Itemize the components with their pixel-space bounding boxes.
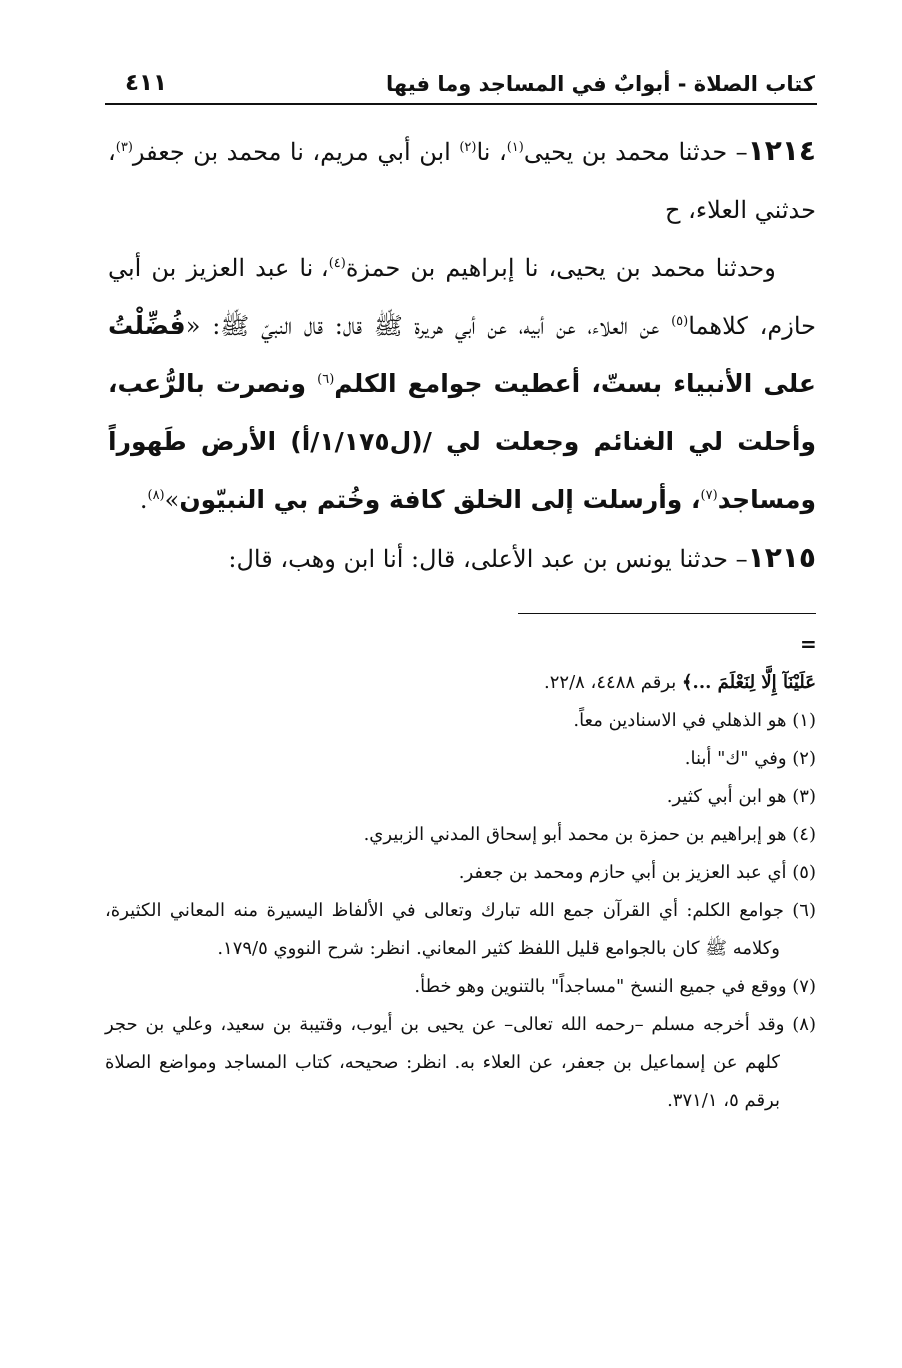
footnote-ref: (٨): [147, 488, 165, 503]
page-number: ٤١١: [124, 70, 168, 96]
footnote-item: (٦) جوامع الكلم: أي القرآن جمع الله تبارك وتعالى في الألفاظ اليسيرة منه المعاني الكثيرة، وكلامه ﷺ كان بالجوامع قليل اللفظ كثير المعاني. انظر: شرح النووي ١٧٩/٥.: [105, 900, 816, 959]
footnote-item: (٢) وفي "ك" أبنا.: [684, 748, 816, 769]
footnote-ref: (٤): [328, 256, 346, 271]
footnote-item: (٨) وقد أخرجه مسلم –رحمه الله تعالى– عن يحيى بن أيوب، وقتيبة بن سعيد، وعلي بن حجر كلهم عن إسماعيل بن جعفر، عن العلاء به. انظر: صحيحه، كتاب المساجد ومواضع الصلاة برقم ٥، ٣٧١/١.: [105, 1014, 816, 1111]
footnote-item: (٥) أي عبد العزيز بن أبي حازم ومحمد بن جعفر.: [458, 862, 816, 883]
hadith-matn: ونصرت بالرُّعب، وأحلت لي الغنائم وجعلت لي /(ل١/١٧٥/أ) الأرض طَهوراً ومساجد: [108, 369, 816, 514]
running-header-title: كتاب الصلاة - أبوابٌ في المساجد وما فيها: [385, 72, 815, 96]
text-segment: ابن أبي مريم، نا محمد بن جعفر: [132, 138, 460, 166]
continuation-mark: =: [800, 632, 817, 656]
quote-close: »: [164, 486, 180, 514]
text-segment: برقم ٤٤٨٨، ٢٢/٨.: [544, 672, 682, 693]
footnote-ref: (٢): [459, 140, 477, 155]
footnote-item: (١) هو الذهلي في الاسنادين معاً.: [573, 710, 816, 731]
footnote-item: (٣) هو ابن أبي كثير.: [666, 786, 816, 807]
text-segment: – حدثنا يونس بن عبد الأعلى، قال: أنا ابن وهب، قال:: [228, 545, 748, 573]
text-segment: – حدثنا محمد بن يحيى: [523, 138, 748, 166]
text-segment: عن العلاء، عن أبيه، عن أبي هريرة ﷺ قال: قال النبيّ ﷺ: «: [185, 312, 672, 340]
header-divider: [105, 103, 817, 105]
footnote-item: (٤) هو إبراهيم بن حمزة بن محمد أبو إسحاق المدني الزبيري.: [363, 824, 816, 845]
hadith-1214-para-2: [108, 239, 816, 529]
footnote-ref: (٣): [115, 140, 133, 155]
footnote-item: (٧) ووقع في جميع النسخ "مساجداً" بالتنوين وهو خطأ.: [414, 976, 816, 997]
footnotes: [105, 664, 816, 1120]
text-segment: وحدثنا محمد بن يحيى، نا إبراهيم بن حمزة: [345, 254, 776, 282]
hadith-1215: [108, 529, 816, 588]
footnote-ref: (٧): [700, 488, 718, 503]
text-segment: ، نا عبد العزيز بن أبي حازم، كلاهما: [108, 254, 816, 340]
footnote-divider: [518, 613, 816, 614]
main-text: [108, 122, 816, 588]
hadith-matn: فُضِّلْتُ على الأنبياء بستّ، أعطيت جوامع الكلم: [108, 311, 816, 398]
footnote-carryover: [105, 664, 816, 702]
text-segment: ، حدثني العلاء، ح: [108, 138, 816, 224]
hadith-1214-para-1: [108, 122, 816, 239]
text-segment: .: [139, 486, 148, 514]
hadith-matn: ، وأرسلت إلى الخلق كافة وخُتم بي النبيّون: [179, 485, 701, 514]
footnote-ref: (١): [506, 140, 524, 155]
quran-fragment: عَلَيْنَآ إِلَّا لِنَعْلَمَ ...﴾: [682, 672, 816, 693]
hadith-number: ١٢١٥: [747, 541, 816, 574]
footnote-ref: (٦): [317, 372, 335, 387]
text-segment: ، نا: [476, 138, 507, 166]
hadith-number: ١٢١٤: [747, 134, 817, 167]
footnote-ref: (٥): [671, 314, 689, 329]
